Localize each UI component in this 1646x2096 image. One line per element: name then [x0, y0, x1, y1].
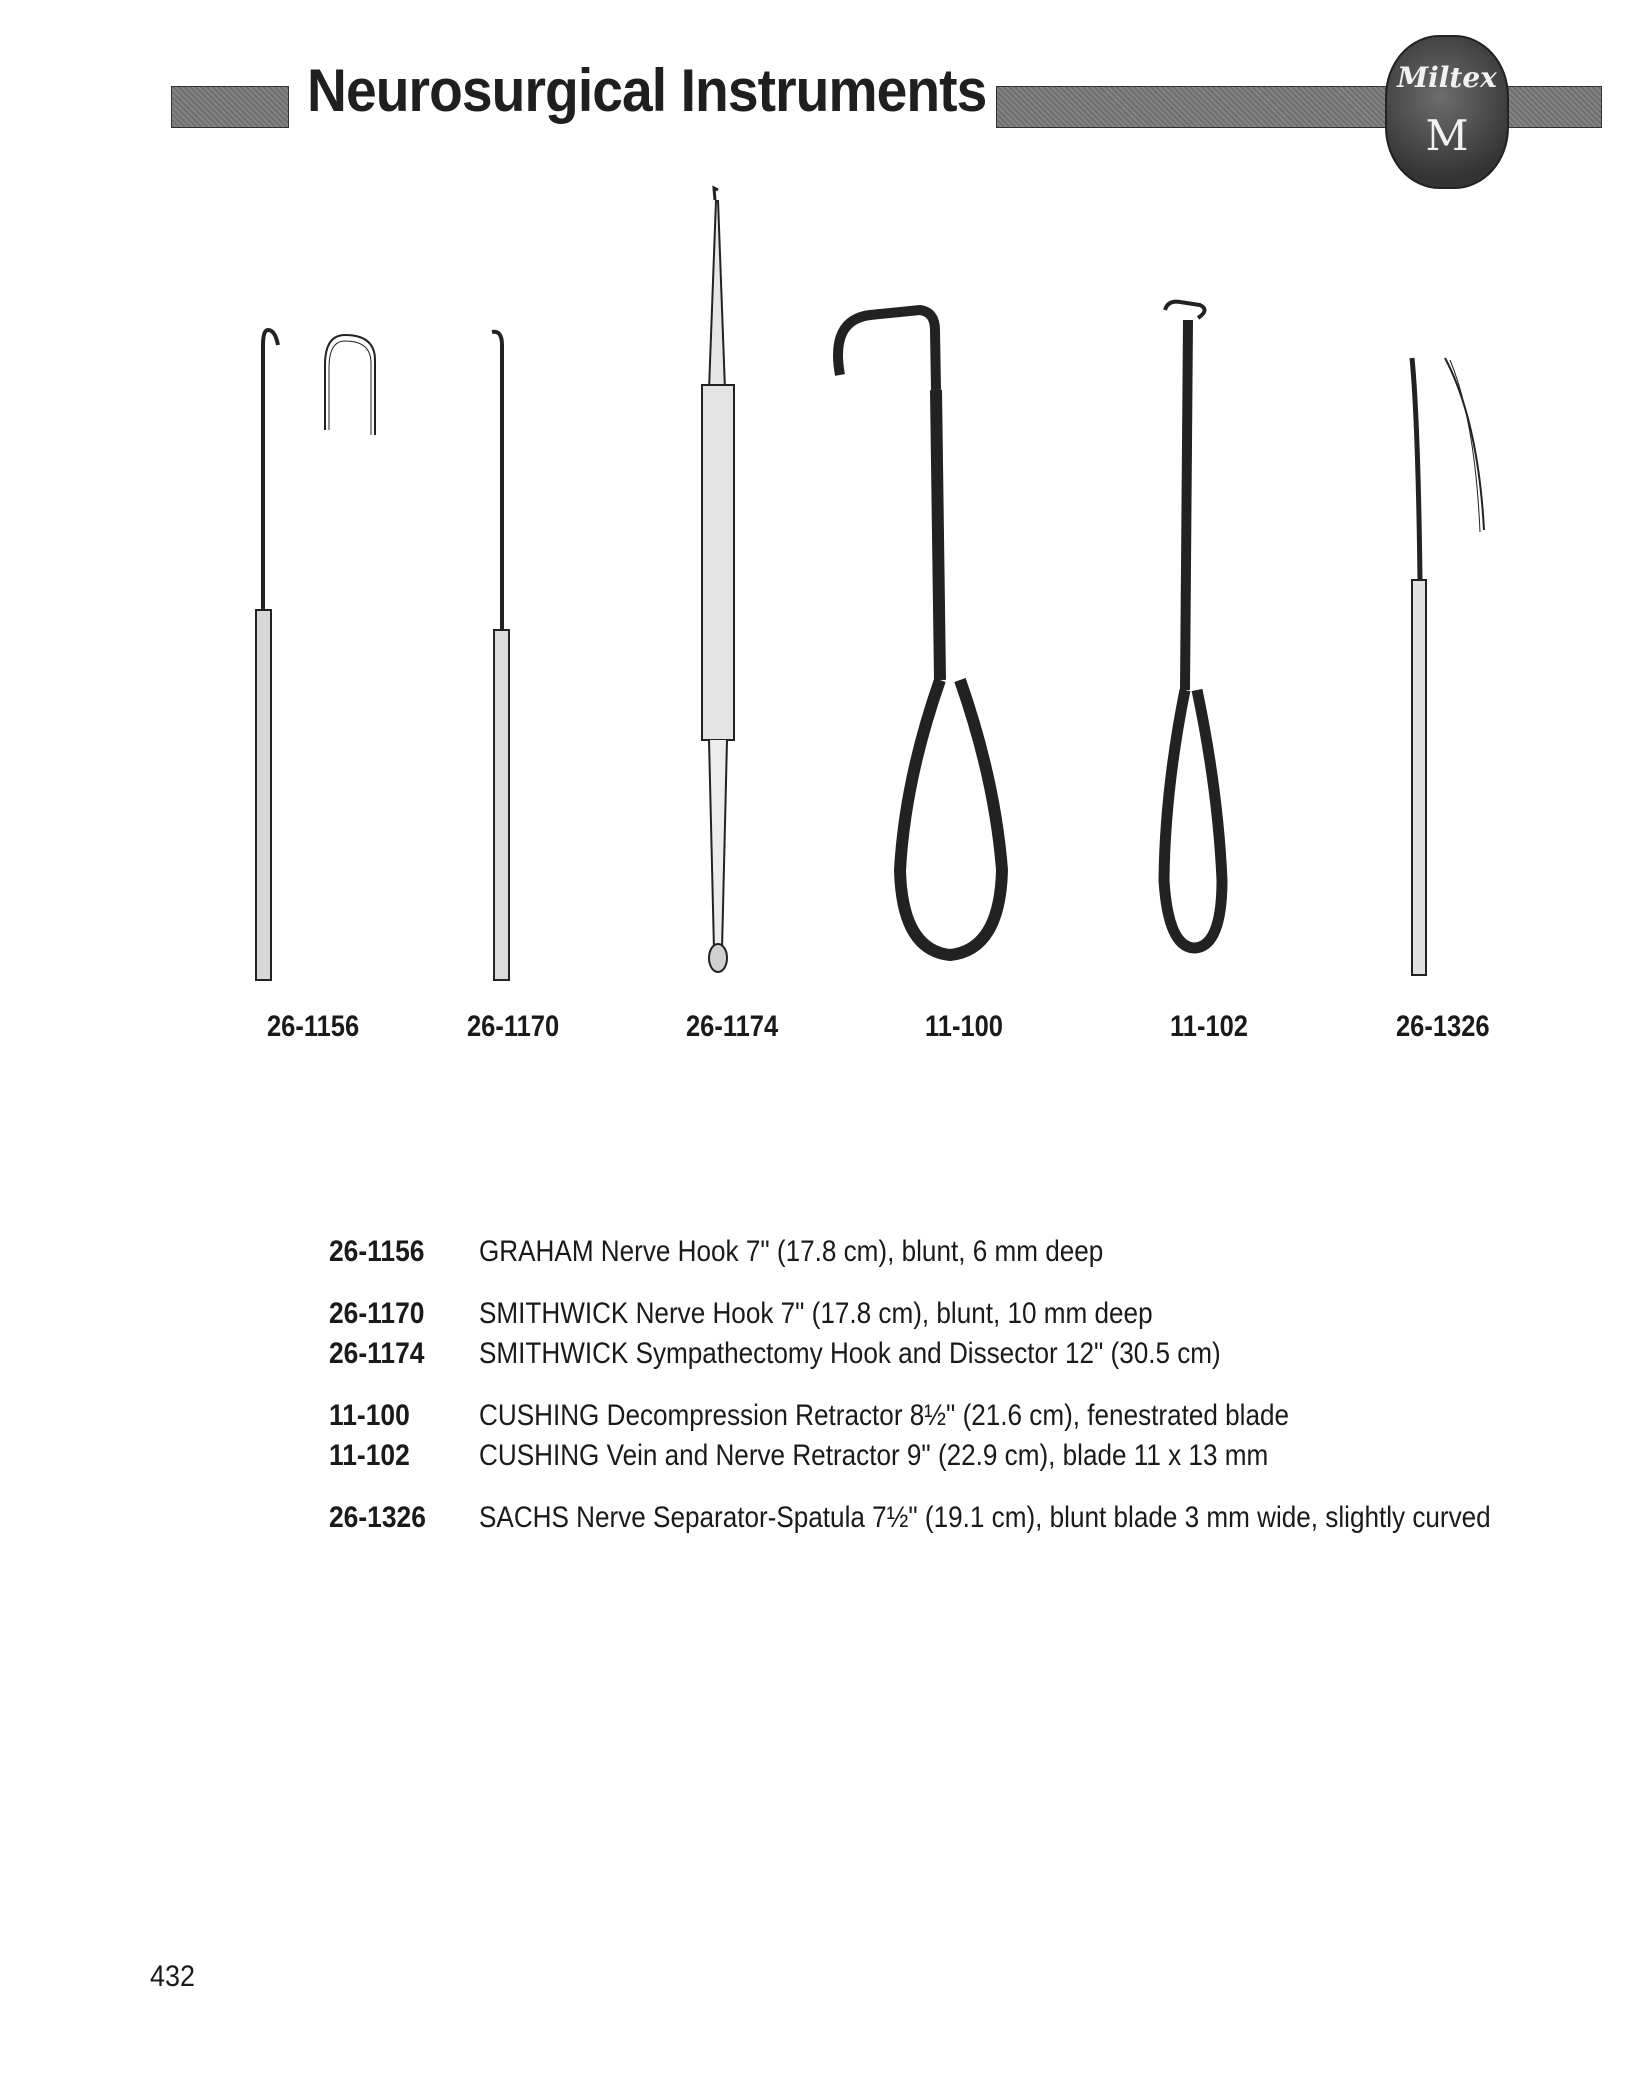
- page-number: 432: [150, 1960, 196, 1993]
- catalog-code: 11-102: [329, 1439, 410, 1472]
- catalog-code: 26-1156: [329, 1235, 425, 1268]
- figure-label-26-1170: 26-1170: [467, 1010, 560, 1043]
- catalog-description: GRAHAM Nerve Hook 7" (17.8 cm), blunt, 6 mm deep: [479, 1235, 1104, 1268]
- catalog-description: CUSHING Vein and Nerve Retractor 9" (22.9 cm), blade 11 x 13 mm: [479, 1439, 1269, 1472]
- figure-label-11-102: 11-102: [1170, 1010, 1249, 1043]
- catalog-code: 26-1170: [329, 1297, 425, 1330]
- smithwick-nerve-hook-drawing: [492, 332, 509, 980]
- catalog-description: CUSHING Decompression Retractor 8½" (21.6 cm), fenestrated blade: [479, 1399, 1289, 1432]
- catalog-code: 26-1174: [329, 1337, 425, 1370]
- sachs-nerve-separator-drawing: [1412, 358, 1484, 975]
- page-title: Neurosurgical Instruments: [307, 57, 987, 124]
- instrument-illustrations: [0, 0, 1646, 1000]
- figure-label-26-1326: 26-1326: [1396, 1010, 1490, 1043]
- catalog-row: [329, 1235, 1589, 1275]
- logo-wordmark: Miltex: [1397, 61, 1497, 94]
- catalog-list: [329, 1235, 1589, 1541]
- logo-monogram: M: [1425, 111, 1469, 160]
- catalog-row: [329, 1297, 1589, 1337]
- catalog-row: [329, 1501, 1589, 1541]
- catalog-row: [329, 1337, 1589, 1377]
- graham-nerve-hook-drawing: [256, 330, 375, 980]
- catalog-description: SMITHWICK Nerve Hook 7" (17.8 cm), blunt, 10 mm deep: [479, 1297, 1153, 1330]
- catalog-row: [329, 1399, 1589, 1439]
- smithwick-sympathectomy-hook-drawing: [702, 188, 734, 972]
- catalog-description: SMITHWICK Sympathectomy Hook and Dissector 12" (30.5 cm): [479, 1337, 1221, 1370]
- catalog-row: [329, 1439, 1589, 1479]
- figure-label-26-1174: 26-1174: [686, 1010, 779, 1043]
- cushing-vein-retractor-drawing: [1164, 302, 1222, 948]
- catalog-description: SACHS Nerve Separator-Spatula 7½" (19.1 cm), blunt blade 3 mm wide, slightly curved: [479, 1501, 1491, 1534]
- figure-label-26-1156: 26-1156: [267, 1010, 360, 1043]
- cushing-decompression-retractor-drawing: [838, 310, 1002, 955]
- figure-label-11-100: 11-100: [925, 1010, 1004, 1043]
- catalog-code: 26-1326: [329, 1501, 426, 1534]
- catalog-code: 11-100: [329, 1399, 410, 1432]
